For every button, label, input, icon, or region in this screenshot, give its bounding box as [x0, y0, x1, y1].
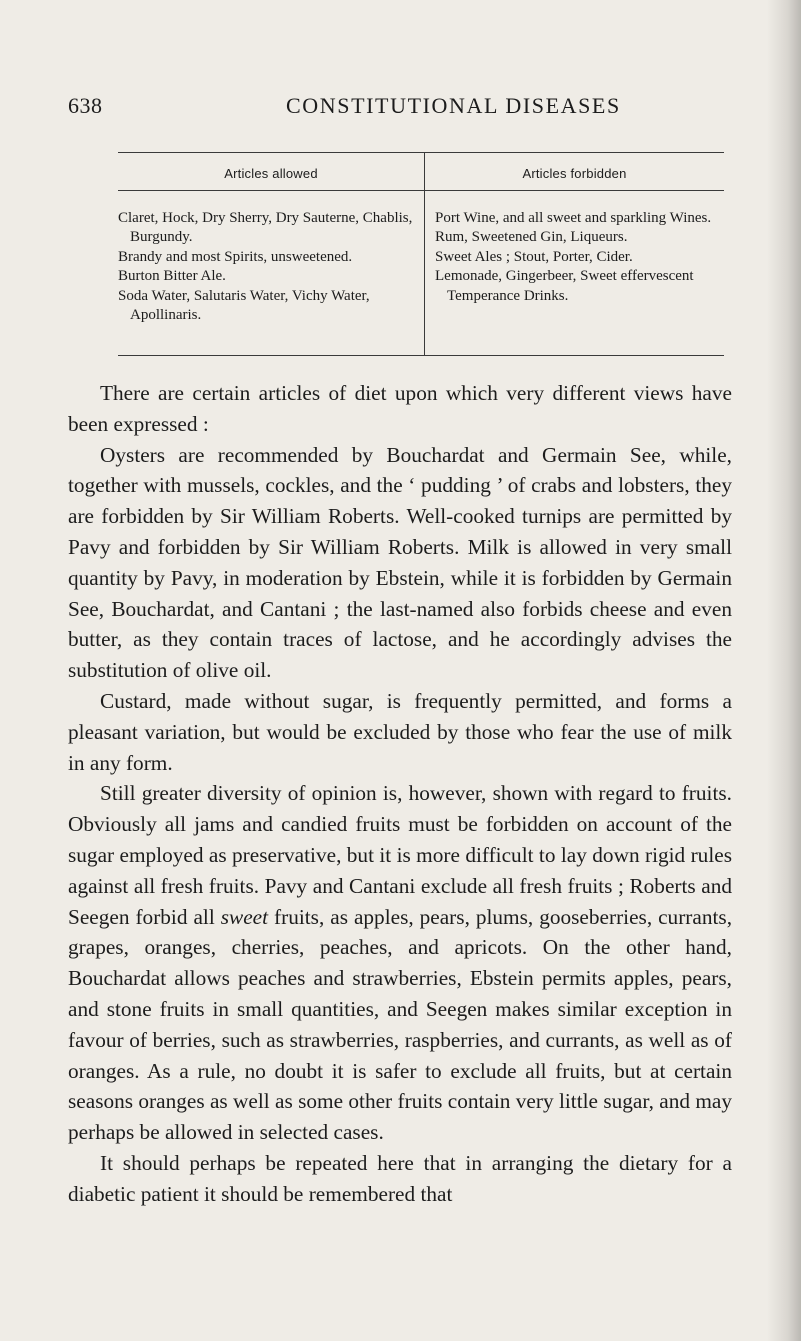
diet-table	[118, 152, 724, 357]
header-articles-forbidden: Articles forbidden	[522, 166, 627, 181]
paragraph-custard: Custard, made without sugar, is frequently permitted, and forms a pleasant variation, but would be excluded by those who fear the use of milk in any form.	[68, 688, 732, 775]
paragraph-dietary: It should perhaps be repeated here that in arranging the dietary for a diabetic patient it should be remembered that	[68, 1150, 732, 1206]
forbidden-item: Port Wine, and all sweet and sparkling Wines.	[435, 210, 712, 226]
page-number: 638	[68, 93, 103, 118]
table-header-rule	[118, 190, 724, 191]
forbidden-item: Sweet Ales ; Stout, Porter, Cider.	[435, 248, 633, 265]
chapter-title: CONSTITUTIONAL DISEASES	[286, 93, 621, 118]
running-head	[68, 93, 718, 127]
table-top-rule	[118, 152, 724, 153]
body-text	[68, 378, 732, 1210]
table-bottom-rule	[118, 355, 724, 356]
page-edge-shadow	[767, 0, 801, 1341]
fruits-text-start: Still greater diversity of opinion is, however, shown with regard to fruits. Obviously all jams and candied fruits must be forbidden on account of the sugar employed as preservative, but it is more difficult to lay down rigid rules against all fresh fruits. Pavy and Cantani exclude all fresh fruits ; Roberts and Seegen forbid all	[68, 781, 732, 929]
emphasis-sweet: sweet	[220, 904, 269, 929]
paragraph-diet-views: There are certain articles of diet upon which very different views have been expressed :	[68, 381, 732, 436]
allowed-list	[118, 209, 414, 325]
paragraph-fruits	[68, 778, 732, 1148]
forbidden-item: Rum, Sweetened Gin, Liqueurs.	[435, 229, 628, 246]
table-column-divider	[424, 152, 425, 356]
forbidden-item: Lemonade, Gingerbeer, Sweet effervescent Temperance Drinks.	[435, 268, 694, 304]
forbidden-list	[435, 209, 725, 306]
paragraph-oysters-milk: Oysters are recommended by Bouchardat and Germain See, while, together with mussels, cockles, and the ‘ pudding ’ of crabs and lobsters, they are forbidden by Sir William Roberts. Well-cooked turnips are permitted by Pavy and forbidden by Sir William Roberts. Milk is allowed in very small quantity by Pavy, in moderation by Ebstein, while it is forbidden by Germain See, Bouchardat, and Cantani ; the last-named also forbids cheese and even butter, as they contain traces of lactose, and he accordingly advises the substitution of olive oil.	[68, 442, 732, 683]
fruits-text-end: fruits, as apples, pears, plums, gooseberries, currants, grapes, oranges, cherries, peaches, and apricots. On the other hand, Bouchardat allows peaches and strawberries, Ebstein permits apples, pears, and stone fruits in small quantities, and Seegen makes similar exception in favour of berries, such as strawberries, raspberries, and currants, as well as of oranges. As a rule, no doubt it is safer to exclude all fruits, but at certain seasons oranges as well as some other fruits contain very little sugar, and may perhaps be allowed in selected cases.	[68, 904, 733, 1145]
allowed-item: Brandy and most Spirits, unsweetened.	[118, 248, 353, 265]
header-articles-allowed: Articles allowed	[224, 166, 318, 181]
allowed-item: Burton Bitter Ale.	[118, 268, 226, 285]
allowed-item: Soda Water, Salutaris Water, Vichy Water, Apollinaris.	[118, 287, 370, 324]
allowed-item: Claret, Hock, Dry Sherry, Dry Sauterne, Chablis, Burgundy.	[118, 210, 413, 246]
